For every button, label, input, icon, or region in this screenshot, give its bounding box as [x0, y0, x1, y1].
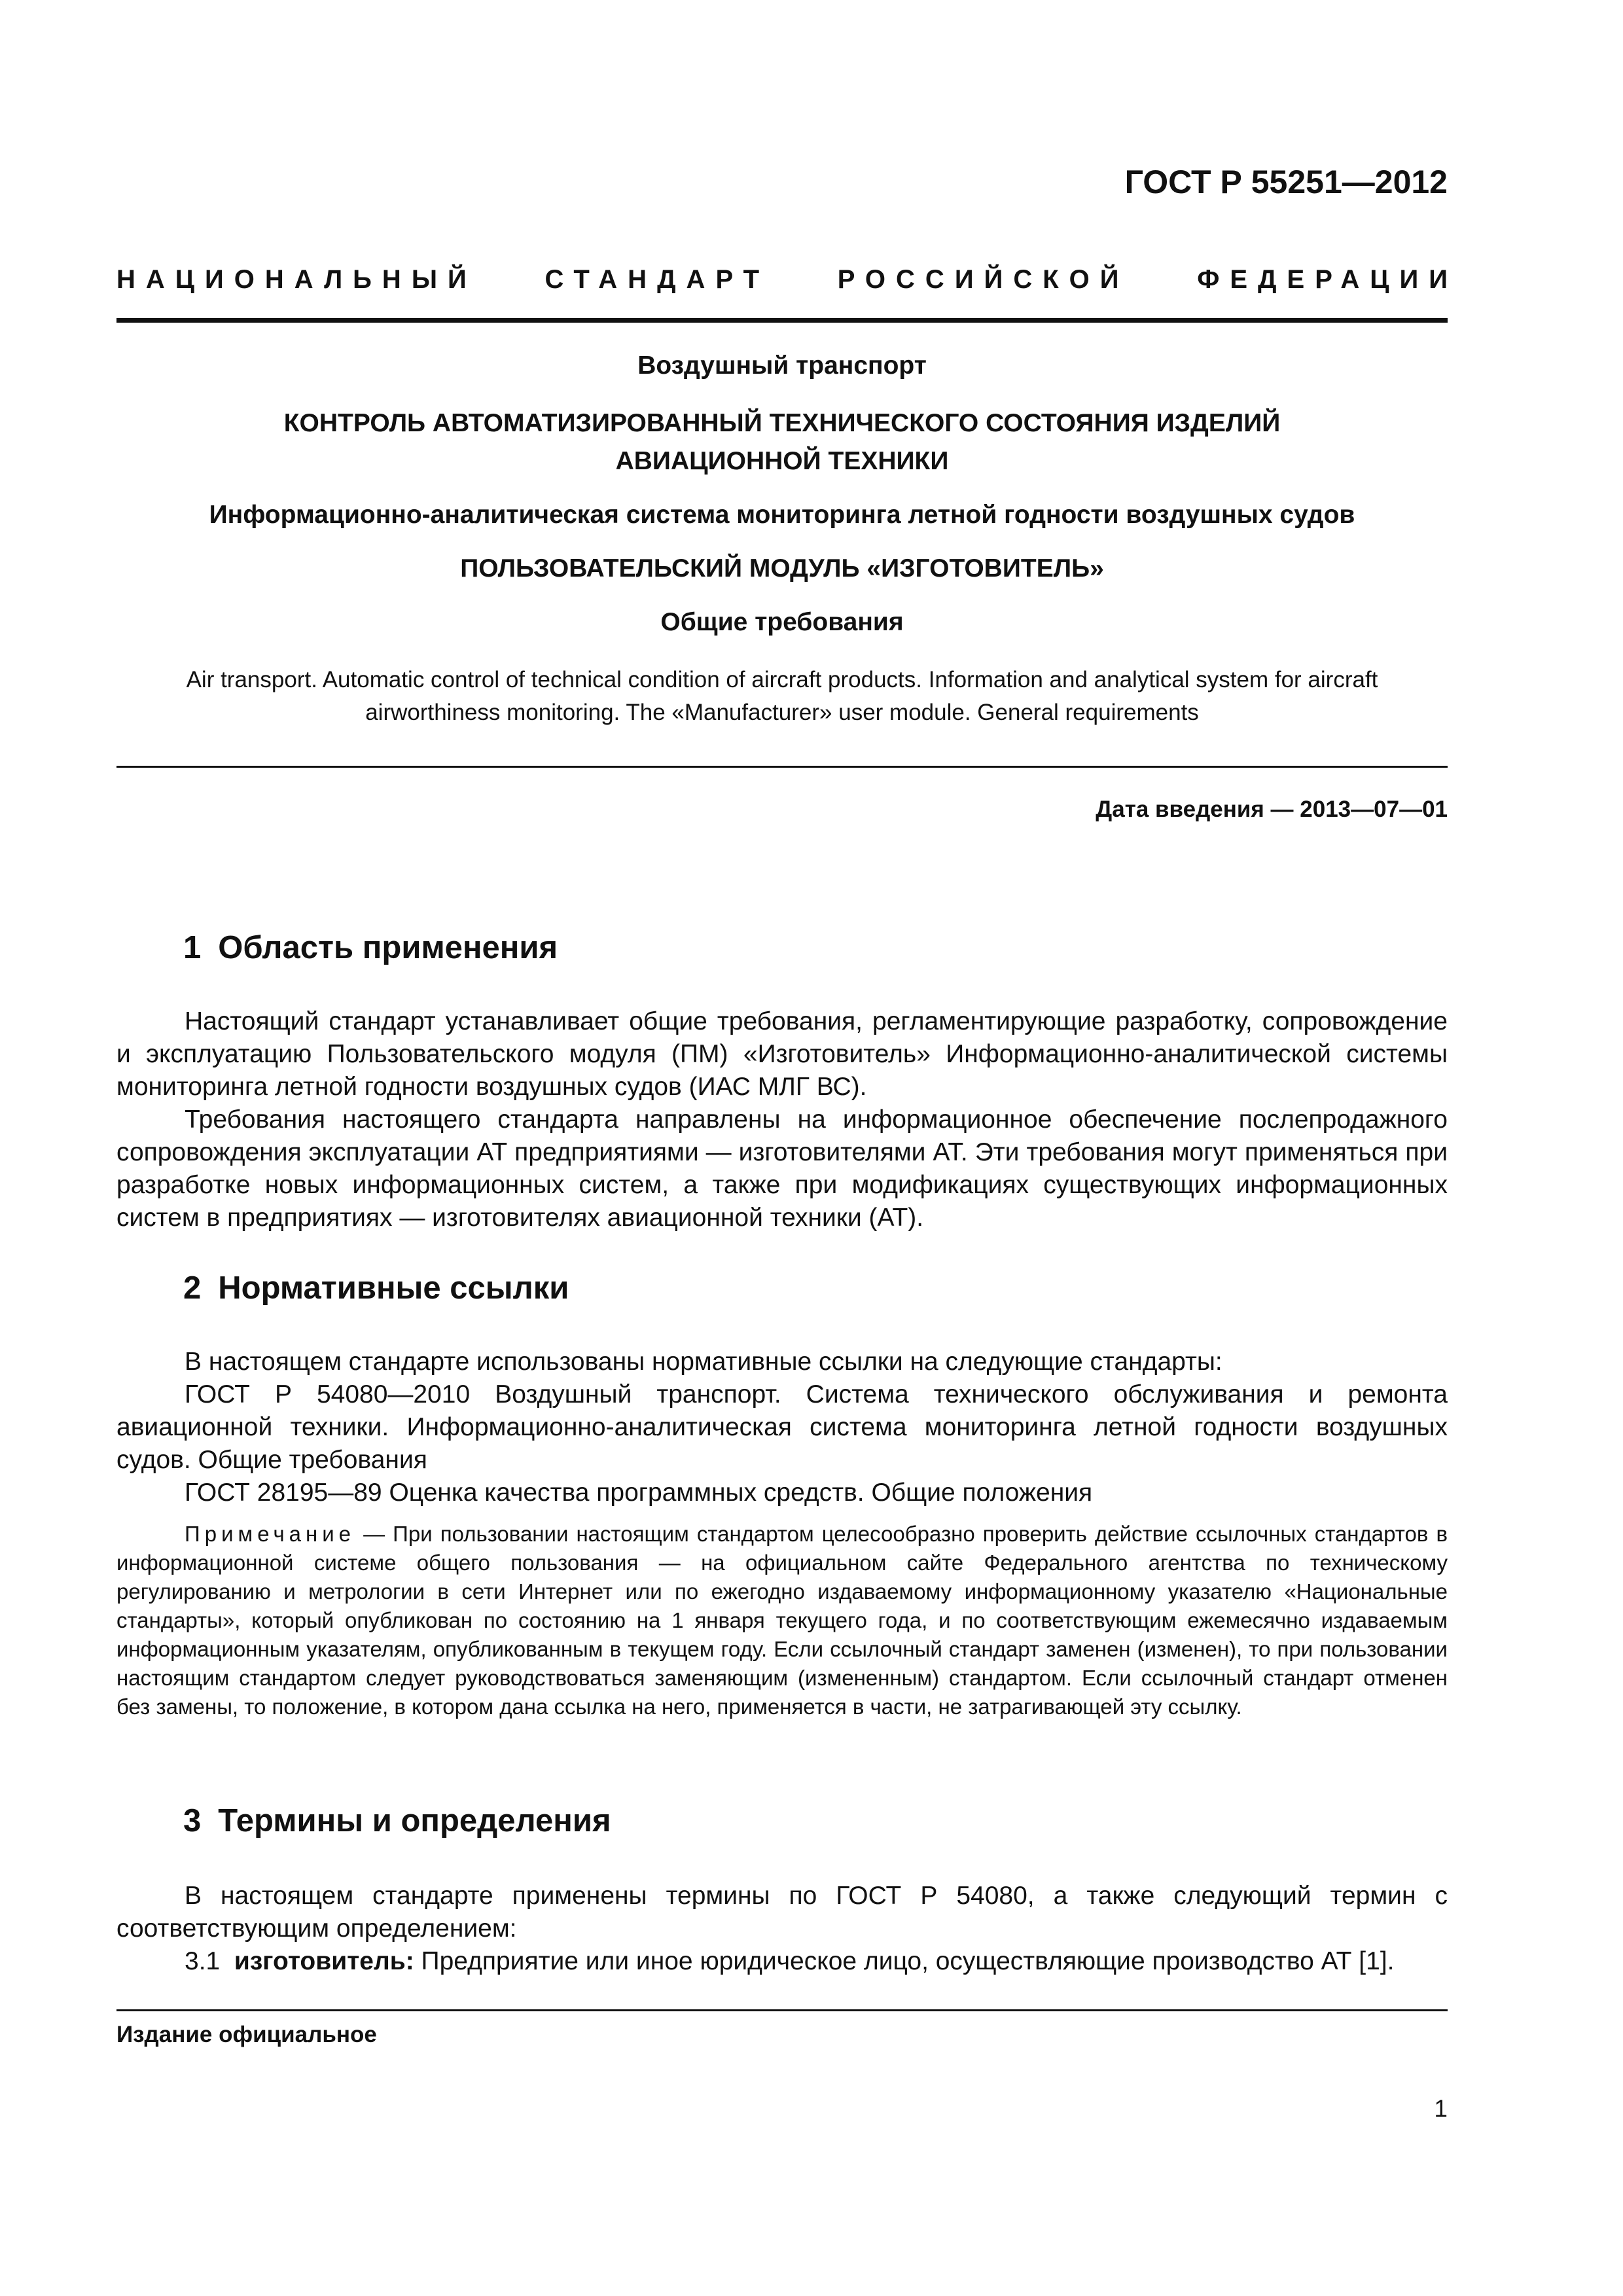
section-title: Нормативные ссылки	[218, 1270, 569, 1306]
term-definition-text: Предприятие или иное юридическое лицо, осуществляющие производство АТ [1].	[414, 1947, 1395, 1975]
header-thick-rule	[116, 318, 1448, 323]
title-module: ПОЛЬЗОВАТЕЛЬСКИЙ МОДУЛЬ «ИЗГОТОВИТЕЛЬ»	[460, 554, 1104, 583]
banner-word: ФЕДЕРАЦИИ	[1197, 265, 1458, 294]
footer-rule	[116, 2009, 1448, 2011]
banner-word: РОССИЙСКОЙ	[837, 265, 1130, 294]
section-number: 1	[183, 930, 202, 965]
note-label: Примечание	[185, 1522, 356, 1546]
section-number: 3	[183, 1803, 202, 1839]
normative-reference-gost-28195: ГОСТ 28195—89 Оценка качества программных средств. Общие положения	[185, 1479, 1093, 1507]
title-bottom-rule	[116, 766, 1448, 768]
section-3-heading	[183, 1801, 1427, 1840]
section-1-paragraph-2: Требования настоящего стандарта направлены на информационное обеспечение послепродажного сопровождения эксплуатации АТ предприятиями — изготовителями АТ. Эти требования могут применяться при разработке новых информационных систем, а также при модификациях существующих информационных систем в предприятиях — изготовителях авиационной техники (АТ).	[116, 1105, 1448, 1232]
banner-word: СТАНДАРТ	[544, 265, 770, 294]
normative-reference-gost-r-54080: ГОСТ Р 54080—2010 Воздушный транспорт. Система технического обслуживания и ремонта авиационной техники. Информационно-аналитическая система мониторинга летной годности воздушных судов. Общие требования	[116, 1380, 1448, 1474]
gost-number: ГОСТ Р 55251—2012	[1124, 164, 1448, 200]
title-main-line-2: АВИАЦИОННОЙ ТЕХНИКИ	[615, 447, 949, 475]
official-edition-label: Издание официальное	[116, 2022, 377, 2047]
banner-word: НАЦИОНАЛЬНЫЙ	[116, 265, 477, 294]
section-1-heading	[183, 928, 1427, 967]
title-subject: Воздушный транспорт	[637, 351, 927, 380]
title-main-line-1: КОНТРОЛЬ АВТОМАТИЗИРОВАННЫЙ ТЕХНИЧЕСКОГО СОСТОЯНИЯ ИЗДЕЛИЙ	[283, 409, 1281, 437]
introduction-date: Дата введения — 2013—07—01	[1096, 797, 1448, 822]
section-title: Термины и определения	[218, 1803, 611, 1839]
title-requirements: Общие требования	[660, 608, 904, 636]
reference-note	[116, 1520, 1448, 1721]
section-3-paragraph-1: В настоящем стандарте применены термины по ГОСТ Р 54080, а также следующий термин с соответствующим определением:	[116, 1882, 1448, 1943]
english-title: Air transport. Automatic control of technical condition of aircraft products. Information and analytical system for aircraft airworthiness monitoring. The «Manufacturer» user module. General requirements	[186, 667, 1378, 725]
term-name: изготовитель:	[234, 1947, 414, 1975]
title-block	[116, 347, 1448, 729]
section-2-paragraph-1: В настоящем стандарте использованы нормативные ссылки на следующие стандарты:	[185, 1348, 1222, 1376]
term-number: 3.1	[185, 1947, 221, 1975]
section-2-heading	[183, 1268, 1427, 1308]
page-number: 1	[1434, 2095, 1448, 2122]
section-title: Область применения	[218, 930, 558, 965]
section-1-paragraph-1: Настоящий стандарт устанавливает общие требования, регламентирующие разработку, сопровождение и эксплуатацию Пользовательского модуля (ПМ) «Изготовитель» Информационно-аналитической системы мониторинга летной годности воздушных судов (ИАС МЛГ ВС).	[116, 1007, 1448, 1101]
term-definition-manufacturer	[116, 1945, 1448, 1978]
note-text: — При пользовании настоящим стандартом целесообразно проверить действие ссылочных стандартов в информационной системе общего пользования — на официальном сайте Федерального агентства по техническому регулированию и метрологии в сети Интернет или по ежегодно издаваемому информационному указателю «Национальные стандарты», который опубликован по состоянию на 1 января текущего года, и по соответствующим ежемесячно издаваемым информационным указателям, опубликованным в текущем году. Если ссылочный стандарт заменен (изменен), то при пользовании настоящим стандартом следует руководствоваться заменяющим (измененным) стандартом. Если ссылочный стандарт отменен без замены, то положение, в котором дана ссылка на него, применяется в части, не затрагивающей эту ссылку.	[116, 1522, 1448, 1719]
national-standard-banner	[116, 263, 1458, 296]
section-number: 2	[183, 1270, 202, 1306]
title-system: Информационно-аналитическая система мониторинга летной годности воздушных судов	[209, 501, 1355, 529]
